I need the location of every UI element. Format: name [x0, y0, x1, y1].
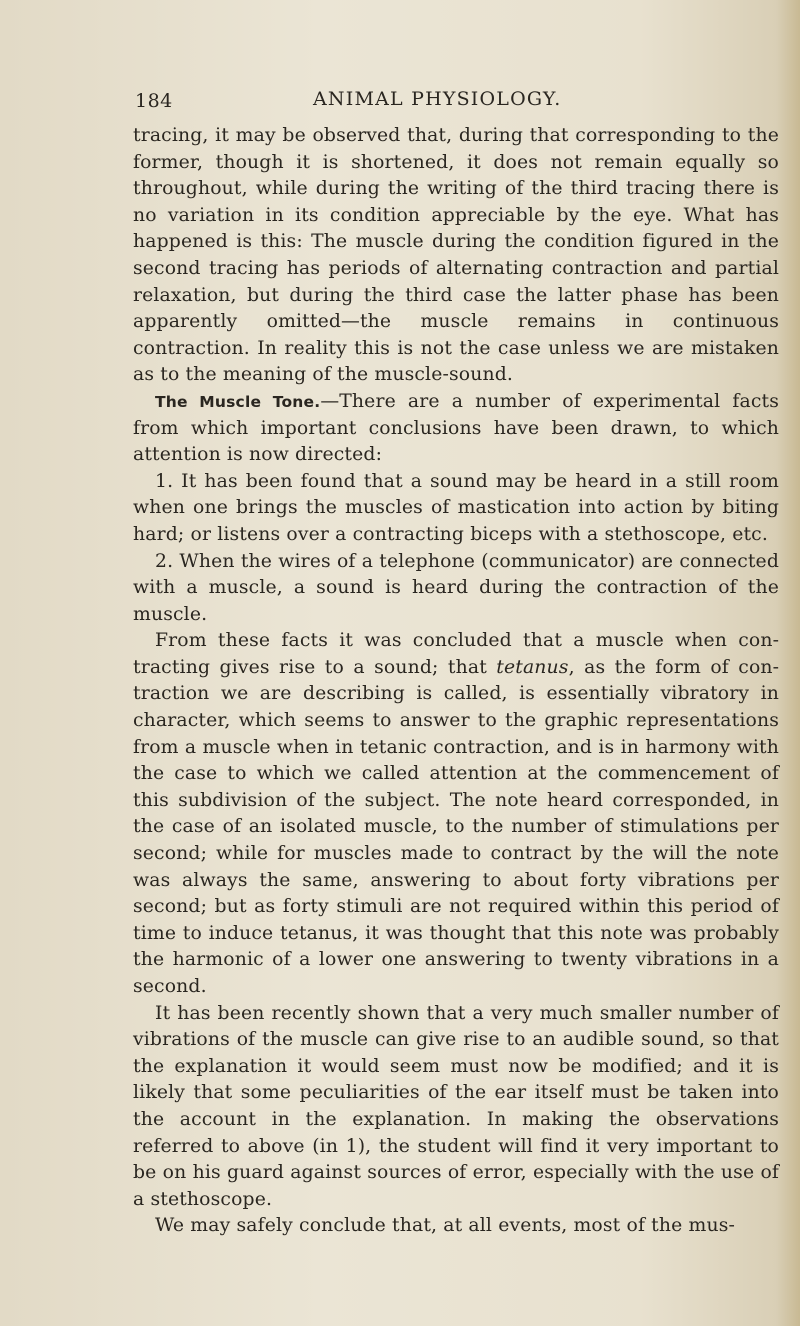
- paragraph-conclusion: [133, 628, 779, 1000]
- paragraph-recent-findings: It has been recently shown that a very much smaller number of vibrations of the muscle can give rise to an audible sound, so that the explanation it would seem must now be modified; and it is likely that some peculiarities of the ear itself must be taken into the account in the explanation. In making the observations referred to above (in 1), the student will find it very important to be on his guard against sources of error, especially with the use of a stethoscope.: [133, 1002, 779, 1210]
- paragraph-continued: tracing, it may be observed that, during that corresponding to the former, though it is shortened, it does not remain equally so throughout, while during the writing of the third tracing there is no variation in its condition appreciable by the eye. What has happened is this: The muscle during the condition figured in the second tracing has periods of alternating contraction and partial relaxation, but during the third case the latter phase has been apparently omitted—the muscle remains in continuous contraction. In reality this is not the case unless we are mistaken as to the meaning of the muscle-sound.: [133, 125, 779, 386]
- paragraph-muscle-tone: [133, 389, 779, 469]
- list-item-2: 2. When the wires of a telephone (communicator) are connected with a muscle, a sound is heard during the contraction of the muscle.: [133, 550, 779, 625]
- paragraph-conclusion-rest: , as the form of contraction we are describing is called, is essentially vibratory in character, which seems to answer to the graphic representations from a muscle when in tetanic contraction, and is in harmony with the case to which we called attention at the commencement of this subdivision of the subject. The note heard corresponded, in the case of an isolated muscle, to the number of stimulations per second; while for muscles made to contract by the will the note was always the same, answering to about forty vibrations per second; but as forty stimuli are not required within this period of time to induce tetanus, it was thought that this note was probably the harmonic of a lower one answering to twenty vibrations in a second.: [133, 656, 780, 997]
- running-head: ANIMAL PHYSIOLOGY.: [313, 88, 562, 110]
- page-number: 184: [135, 90, 173, 112]
- body-text: [133, 123, 779, 1240]
- paragraph-muscle-tone-text: —There are a number of experimental facts from which important conclusions have been drawn, to which attention is now directed:: [133, 390, 779, 466]
- term-tetanus: tetanus: [496, 656, 569, 678]
- paragraph-conclusion-start: From these facts it was concluded that a muscle when contracting gives rise to a sound; that: [133, 630, 779, 678]
- page-header: [135, 84, 740, 114]
- paragraph-final: We may safely conclude that, at all events, most of the mus-: [155, 1215, 735, 1237]
- section-heading: The Muscle Tone.: [155, 392, 321, 411]
- list-item-1: 1. It has been found that a sound may be heard in a still room when one brings the muscles of mastication into action by biting hard; or listens over a contracting biceps with a stethoscope, etc.: [133, 470, 779, 545]
